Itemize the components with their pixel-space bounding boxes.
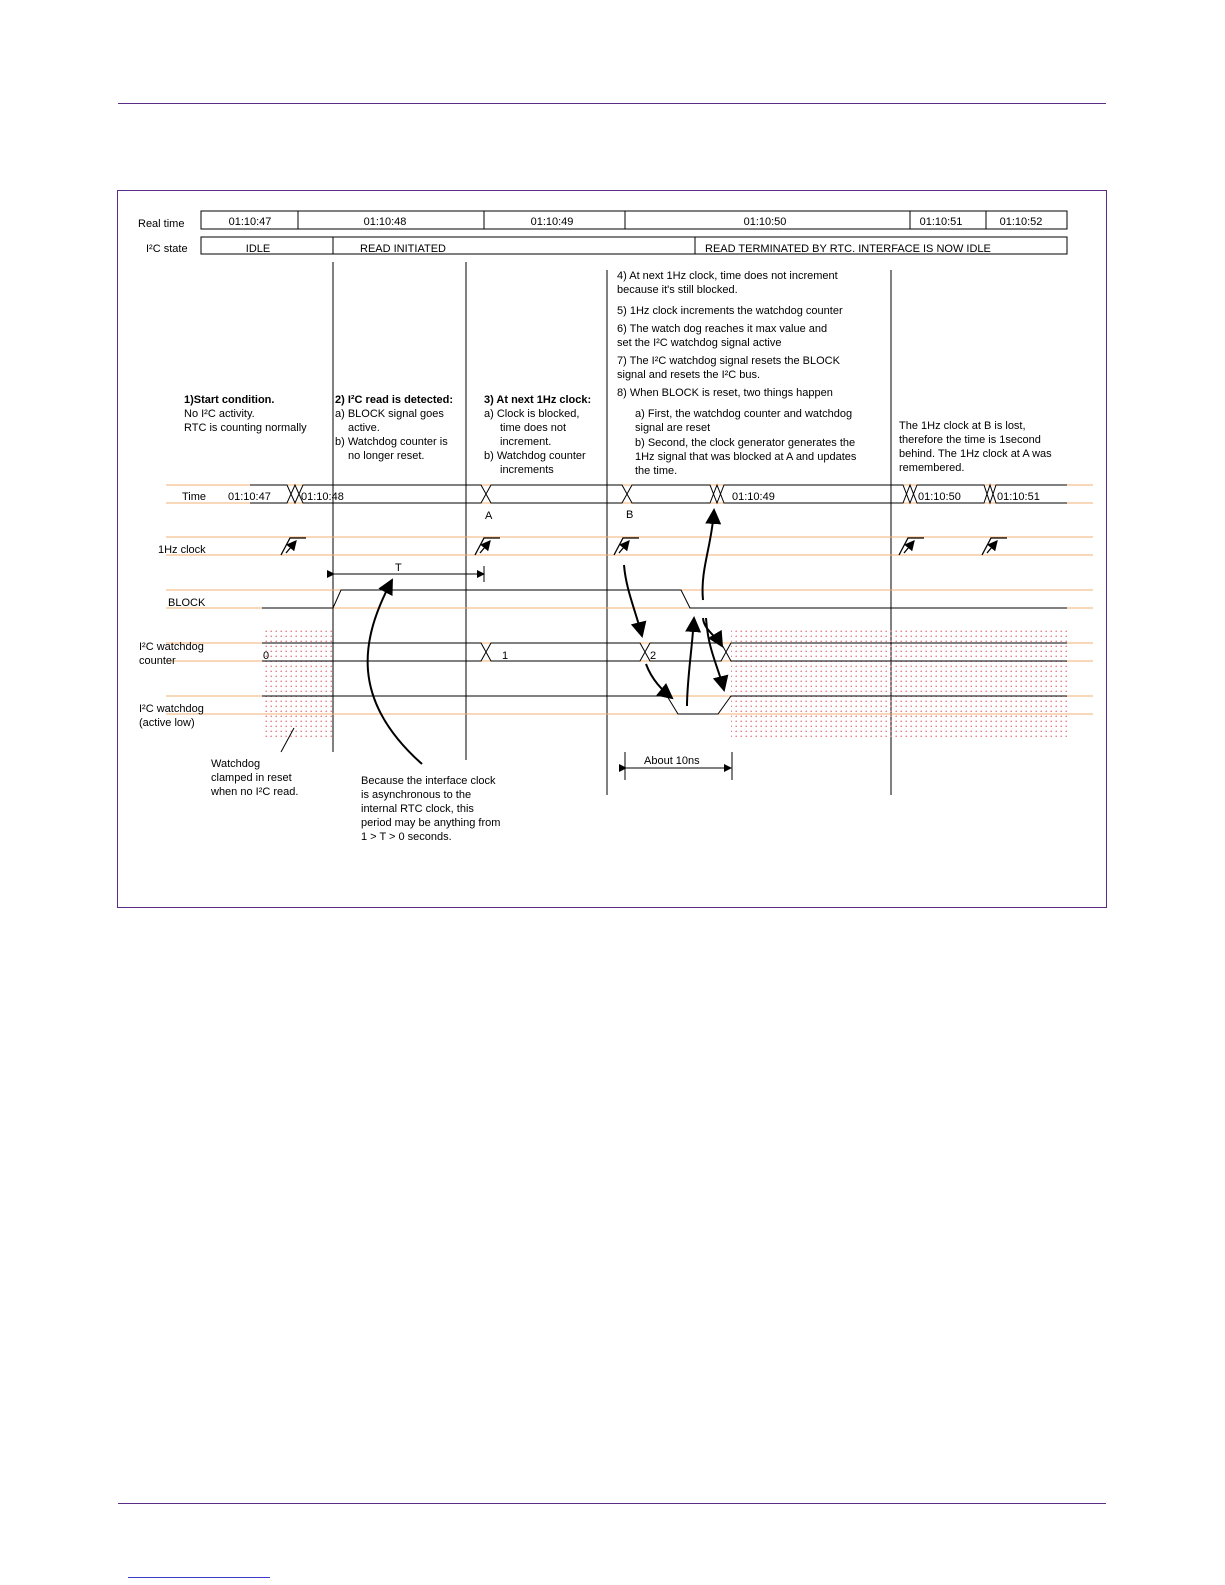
- i2c-state-cell: READ TERMINATED BY RTC. INTERFACE IS NOW IDLE: [705, 243, 991, 255]
- svg-text:4) At next 1Hz clock, time doe: [617, 270, 838, 282]
- note-num: a): [635, 408, 645, 420]
- signal-label-wd-signal: (active low): [139, 717, 195, 729]
- note-line: therefore the time is 1second: [899, 434, 1041, 446]
- i2c-state-label: I²C state: [146, 243, 188, 255]
- note-line: When BLOCK is reset, two things happen: [629, 387, 833, 399]
- note-clock-lost: [899, 420, 1052, 474]
- signal-label-time: Time: [182, 491, 207, 503]
- svg-text:8) When BLOCK is reset, two th: [617, 387, 833, 399]
- note-line: the time.: [635, 465, 678, 477]
- note-line: no longer reset.: [348, 450, 425, 462]
- note-line: No I²C activity.: [184, 408, 255, 420]
- svg-text:b) Second, the clock generator: [635, 437, 855, 449]
- note-read-detected: [335, 394, 453, 462]
- note-num: b): [635, 437, 645, 449]
- svg-text:6) The watch dog reaches it ma: [617, 323, 827, 335]
- counter-value: 0: [263, 650, 270, 662]
- time-value: 01:10:47: [228, 491, 271, 503]
- note-line: Watchdog: [211, 758, 261, 770]
- note-num: 6): [617, 323, 627, 335]
- marker-a: A: [485, 510, 493, 522]
- note-line: The watch dog reaches it max value and: [629, 323, 828, 335]
- note-line: when no I²C read.: [211, 786, 299, 798]
- time-value: 01:10:48: [301, 491, 344, 503]
- note-line: signal and resets the I²C bus.: [617, 369, 761, 381]
- note-num: 8): [617, 387, 627, 399]
- note-line: set the I²C watchdog signal active: [617, 337, 782, 349]
- about-10ns-label: About 10ns: [644, 755, 700, 767]
- arrow-wd-to-block: [687, 618, 694, 706]
- note-line: behind. The 1Hz clock at A was: [899, 448, 1052, 460]
- footer-rule: [118, 1503, 1106, 1504]
- svg-text:a) First, the watchdog counter: [635, 408, 852, 420]
- realtime-cell: 01:10:47: [228, 216, 272, 228]
- signal-label-block: BLOCK: [168, 597, 206, 609]
- note-line: because it's still blocked.: [617, 284, 738, 296]
- counter-value: 2: [650, 650, 657, 662]
- note-num: 7): [617, 355, 627, 367]
- i2c-state-cell: IDLE: [245, 243, 271, 255]
- note-next-clock: [484, 394, 591, 476]
- note-title: 1)Start condition: [184, 394, 272, 406]
- note-line: internal RTC clock, this: [361, 803, 474, 815]
- note-watchdog-clamped: [210, 758, 298, 798]
- note-watchdog-sequence: [617, 270, 857, 477]
- realtime-cell: 01:10:50: [743, 216, 787, 228]
- note-title: 3) At next 1Hz clock:: [484, 394, 592, 406]
- svg-text:5) 1Hz clock increments the wa: [617, 305, 843, 317]
- note-num: 4): [617, 270, 627, 282]
- note-line: The I²C watchdog signal resets the BLOCK: [629, 355, 840, 367]
- svg-text:1)Start condition.: [184, 394, 274, 406]
- clock-edge: [475, 538, 500, 555]
- note-line: increments: [500, 464, 554, 476]
- time-value: 01:10:49: [732, 491, 775, 503]
- realtime-cell: 01:10:49: [530, 216, 574, 228]
- note-line: time does not: [500, 422, 567, 434]
- note-line: At next 1Hz clock, time does not increment: [629, 270, 838, 282]
- i2c-state-row: [146, 237, 1067, 255]
- note-line: The 1Hz clock at B is lost,: [899, 420, 1026, 432]
- signal-label-wd-counter: counter: [139, 655, 176, 667]
- signal-label-wd-counter: I²C watchdog: [139, 641, 204, 653]
- arrow-counter-to-wd: [646, 664, 672, 698]
- realtime-cell: 01:10:51: [919, 216, 963, 228]
- clock-edge: [281, 538, 306, 555]
- note-line: Because the interface clock: [361, 775, 496, 787]
- signal-label-clock: 1Hz clock: [158, 544, 206, 556]
- note-line: is asynchronous to the: [361, 789, 472, 801]
- time-value: 01:10:51: [997, 491, 1040, 503]
- note-line: period may be anything from: [361, 817, 501, 829]
- footer-link-underline[interactable]: [128, 1577, 270, 1578]
- note-line: First, the watchdog counter and watchdog: [647, 408, 853, 420]
- about-10ns-measure: [625, 752, 732, 780]
- note-async-period: [361, 775, 500, 843]
- note-line: remembered.: [899, 462, 965, 474]
- clock-edge: [614, 538, 639, 555]
- note-line: 1Hz signal that was blocked at A and updates: [635, 451, 857, 463]
- realtime-cell: 01:10:48: [363, 216, 407, 228]
- svg-text:7) The I²C watchdog signal res: [617, 355, 841, 367]
- note-line: RTC is counting normally: [184, 422, 307, 434]
- clock-edge: [899, 538, 924, 555]
- note-line: 1Hz clock increments the watchdog counter: [629, 305, 843, 317]
- clock-edge: [982, 538, 1007, 555]
- i2c-state-cell: READ INITIATED: [360, 243, 446, 255]
- note-start-condition: [184, 394, 307, 434]
- note-line: active.: [348, 422, 380, 434]
- note-num: 5): [617, 305, 627, 317]
- note-title: 2) I²C read is detected:: [335, 394, 453, 406]
- signal-labels: [139, 491, 206, 729]
- time-values: [228, 491, 1040, 522]
- arrow-reset-wd: [706, 618, 724, 690]
- note-line: increment.: [500, 436, 552, 448]
- note-line: b) Watchdog counter is: [335, 436, 448, 448]
- period-t-measure: [334, 562, 484, 582]
- note-line: 1 > T > 0 seconds.: [361, 831, 452, 843]
- note-title-dot: .: [271, 394, 275, 406]
- note-line: a) Clock is blocked,: [484, 408, 580, 420]
- causality-arrows: [281, 510, 724, 764]
- note-line: a) BLOCK signal goes: [335, 408, 444, 420]
- note-line: clamped in reset: [211, 772, 292, 784]
- marker-b: B: [626, 509, 634, 521]
- time-value: 01:10:50: [918, 491, 961, 503]
- note-line: Second, the clock generator generates the: [647, 437, 856, 449]
- signal-label-wd-signal: I²C watchdog: [139, 703, 204, 715]
- arrow-clock-to-counter: [624, 565, 642, 636]
- realtime-row: [138, 211, 1067, 230]
- clock-edges: [281, 538, 1007, 555]
- realtime-label: Real time: [138, 218, 185, 230]
- note-line: signal are reset: [635, 422, 711, 434]
- counter-value: 1: [502, 650, 509, 662]
- marker-t: T: [395, 562, 402, 574]
- realtime-cell: 01:10:52: [999, 216, 1043, 228]
- note-line: b) Watchdog counter: [484, 450, 586, 462]
